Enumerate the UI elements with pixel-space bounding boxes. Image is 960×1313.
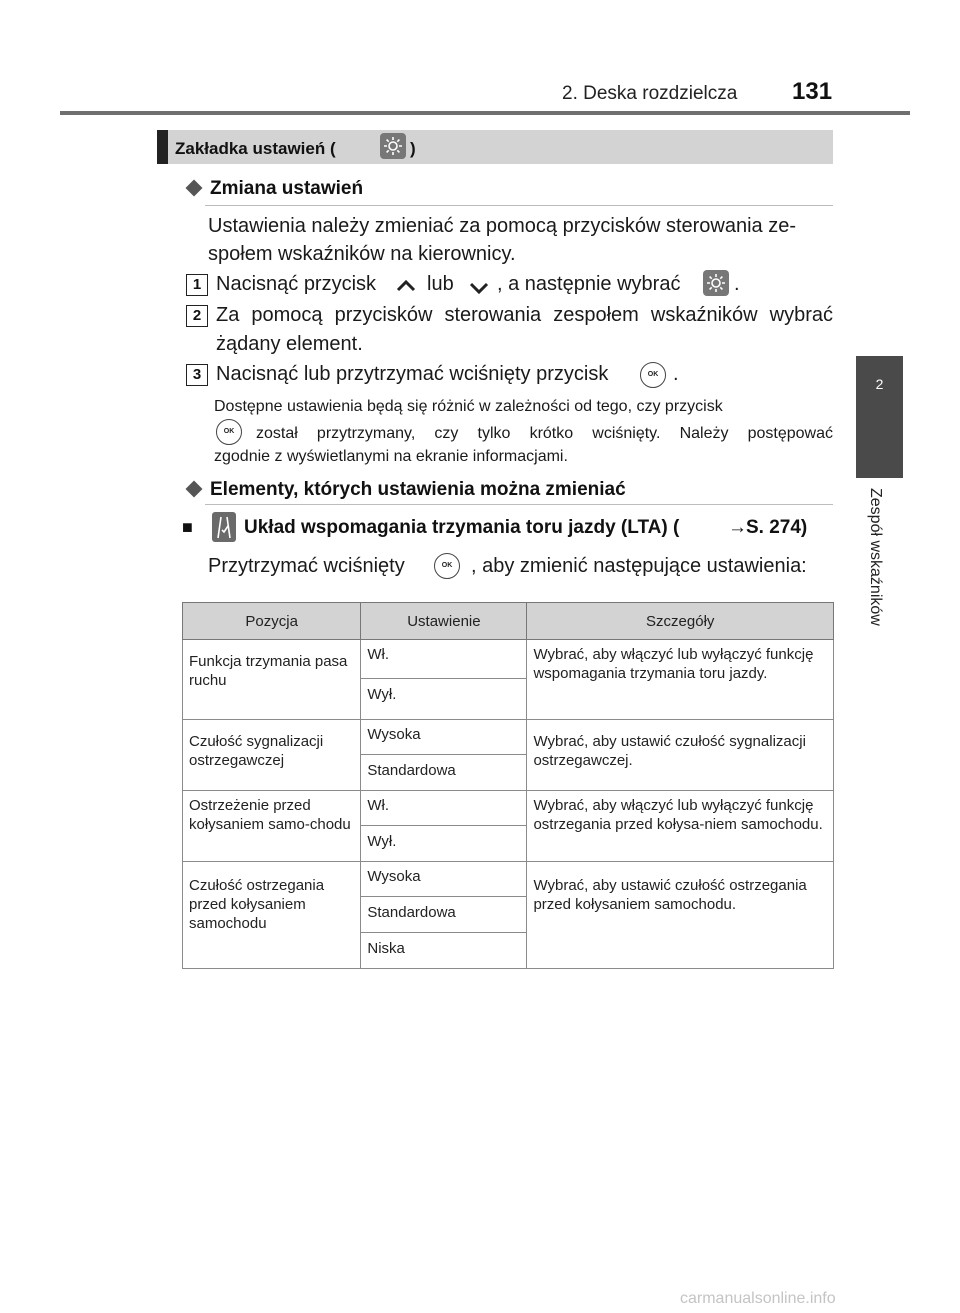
heading-rule — [205, 504, 833, 505]
ok-button-icon: OK — [216, 419, 242, 445]
heading-elementy: Elementy, których ustawienia można zmieniać — [210, 479, 626, 500]
table-row — [183, 791, 834, 826]
chapter-tab-number: 2 — [875, 376, 884, 392]
details-cell: Wybrać, aby ustawić czułość ostrzegania przed kołysaniem samochodu. — [527, 862, 834, 969]
diamond-bullet-icon — [186, 481, 203, 498]
table-row — [183, 720, 834, 755]
step-1-text-b: lub — [427, 273, 454, 295]
heading-zmiana: Zmiana ustawień — [210, 178, 364, 199]
diamond-bullet-icon — [186, 180, 203, 197]
lta-icon — [212, 512, 236, 542]
settings-table — [182, 602, 834, 969]
step-1-text-c: , a następnie wybrać — [497, 273, 681, 295]
ok-button-icon: OK — [434, 553, 460, 579]
step-number-1: 1 — [186, 274, 208, 296]
step-number-2: 2 — [186, 305, 208, 327]
chevron-up-icon — [395, 279, 417, 293]
step-2-line-1: Za pomocą przycisków sterowania zespołem wskaźników wybrać — [216, 304, 833, 326]
square-bullet-icon: ■ — [182, 517, 193, 537]
watermark: carmanualsonline.info — [680, 1290, 836, 1307]
note-line-1: Dostępne ustawienia będą się różnić w zależności od tego, czy przycisk — [214, 398, 723, 415]
setting-cell: Wł. — [361, 791, 527, 826]
setting-cell: Wył. — [361, 679, 527, 720]
note-line-2: został przytrzymany, czy tylko krótko wciśnięty. Należy postępować — [256, 425, 833, 442]
table-row — [183, 862, 834, 897]
setting-cell: Wł. — [361, 640, 527, 679]
ok-button-icon: OK — [640, 362, 666, 388]
column-header: Szczegóły — [527, 603, 834, 640]
setting-cell: Wysoka — [361, 720, 527, 755]
column-header: Pozycja — [183, 603, 361, 640]
setting-cell: Standardowa — [361, 897, 527, 933]
gear-icon — [703, 270, 729, 296]
table-header-row — [183, 603, 834, 640]
section-title: Zakładka ustawień ( — [175, 139, 336, 158]
step-3-text-b: . — [673, 363, 679, 385]
chapter-side-title — [862, 488, 892, 626]
details-cell: Wybrać, aby ustawić czułość sygnalizacji ostrzegawczej. — [527, 720, 834, 791]
setting-cell: Wył. — [361, 826, 527, 862]
column-header: Ustawienie — [361, 603, 527, 640]
step-1-text-d: . — [734, 273, 740, 295]
header-section-title: 2. Deska rozdzielcza — [562, 83, 738, 104]
page-reference-link[interactable]: S. 274) — [746, 517, 808, 538]
details-cell: Wybrać, aby włączyć lub wyłączyć funkcję wspomagania trzymania toru jazdy. — [527, 640, 834, 720]
setting-cell: Standardowa — [361, 755, 527, 791]
step-1-text-a: Nacisnąć przycisk — [216, 273, 377, 295]
header-rule — [60, 111, 910, 115]
table-row — [183, 640, 834, 679]
step-3-text-a: Nacisnąć lub przytrzymać wciśnięty przycisk — [216, 363, 609, 385]
step-2-line-2: żądany element. — [216, 333, 363, 355]
item-cell: Czułość sygnalizacji ostrzegawczej — [183, 720, 361, 791]
hold-text-b: , aby zmienić następujące ustawienia: — [471, 555, 807, 577]
sub-heading-lta: Układ wspomagania trzymania toru jazdy (LTA) ( — [244, 517, 680, 538]
setting-cell: Niska — [361, 933, 527, 969]
item-cell: Ostrzeżenie przed kołysaniem samo-chodu — [183, 791, 361, 862]
item-cell: Czułość ostrzegania przed kołysaniem samochodu — [183, 862, 361, 969]
intro-line-2: społem wskaźników na kierownicy. — [208, 243, 516, 265]
item-cell: Funkcja trzymania pasa ruchu — [183, 640, 361, 720]
intro-line-1: Ustawienia należy zmieniać za pomocą przycisków sterowania ze- — [208, 215, 797, 237]
arrow-right-icon: → — [728, 517, 747, 538]
setting-cell: Wysoka — [361, 862, 527, 897]
hold-text-a: Przytrzymać wciśnięty — [208, 555, 405, 577]
note-line-3: zgodnie z wyświetlanymi na ekranie informacjami. — [214, 448, 568, 465]
gear-icon — [380, 133, 406, 159]
chapter-side-title-text: Zespół wskaźników — [867, 488, 884, 626]
step-number-3: 3 — [186, 364, 208, 386]
section-title-close: ) — [410, 139, 416, 158]
heading-rule — [205, 205, 833, 206]
details-cell: Wybrać, aby włączyć lub wyłączyć funkcję ostrzegania przed kołysa-niem samochodu. — [527, 791, 834, 862]
page-number: 131 — [792, 78, 833, 105]
chevron-down-icon — [468, 281, 490, 295]
chapter-tab — [856, 356, 903, 478]
